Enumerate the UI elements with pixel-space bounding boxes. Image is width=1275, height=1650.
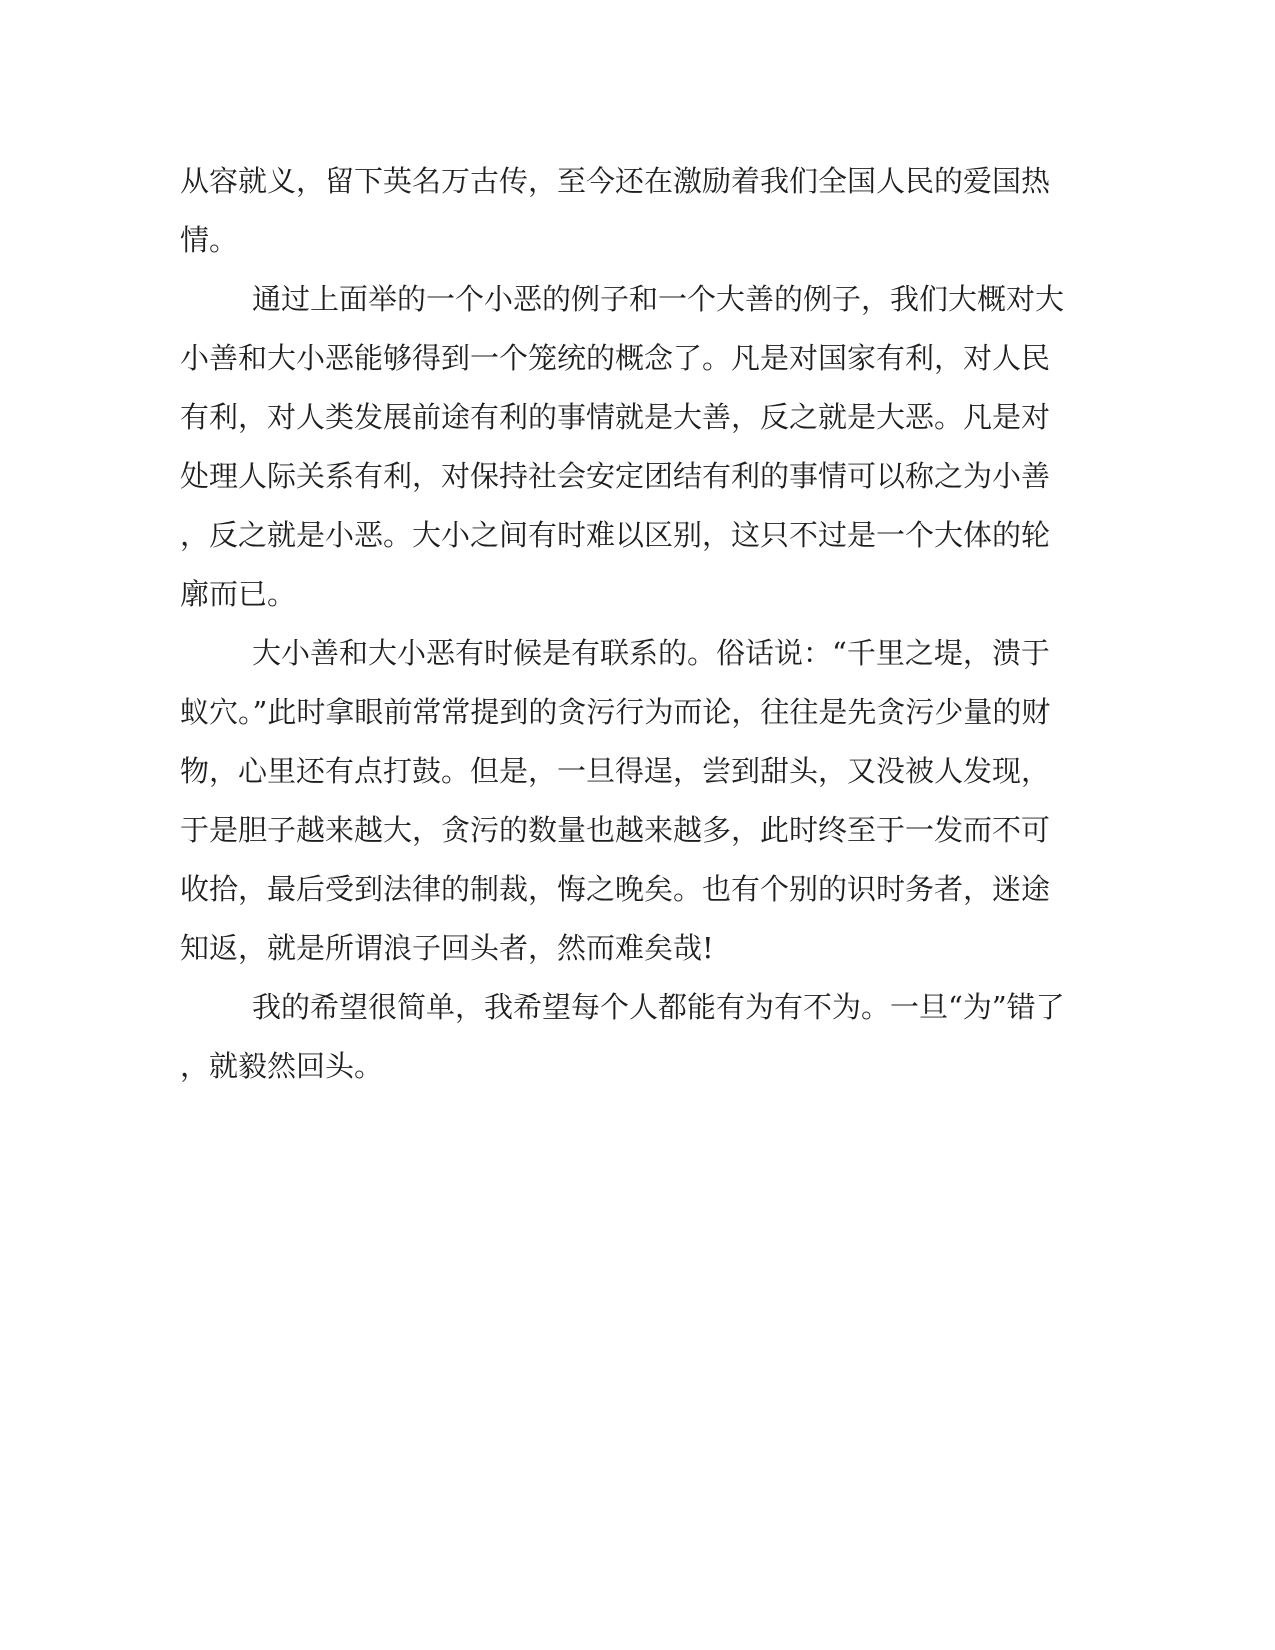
paragraph-first-line: 我的希望很简单，我希望每个人都能有为有不为。一旦“为”错了 [252,990,1065,1024]
text-line: 收拾，最后受到法律的制裁，悔之晚矣。也有个别的识时务者，迷途 [180,872,1051,906]
text-line: 从容就义，留下英名万古传，至今还在激励着我们全国人民的爱国热 [180,164,1051,198]
text-line: 知返，就是所谓浪子回头者，然而难矣哉! [180,931,714,965]
paragraph-first-line: 通过上面举的一个小恶的例子和一个大善的例子，我们大概对大 [252,282,1065,316]
body-text [180,152,1065,1096]
text-line: 蚁穴。”此时拿眼前常常提到的贪污行为而论，往往是先贪污少量的财 [180,695,1051,729]
text-line: 处理人际关系有利，对保持社会安定团结有利的事情可以称之为小善 [180,459,1051,493]
text-line: 于是胆子越来越大，贪污的数量也越来越多，此时终至于一发而不可 [180,813,1051,847]
text-line: ，反之就是小恶。大小之间有时难以区别，这只不过是一个大体的轮 [180,518,1051,552]
text-line: 情。 [180,223,239,257]
text-line: 物，心里还有点打鼓。但是，一旦得逞，尝到甜头，又没被人发现， [180,754,1051,788]
text-line: 小善和大小恶能够得到一个笼统的概念了。凡是对国家有利，对人民 [180,341,1051,375]
text-line: 廓而已。 [180,577,297,611]
text-line: ，就毅然回头。 [180,1049,384,1083]
paragraph-first-line: 大小善和大小恶有时候是有联系的。俗话说：“千里之堤，溃于 [252,636,1050,670]
text-line: 有利，对人类发展前途有利的事情就是大善，反之就是大恶。凡是对 [180,400,1051,434]
